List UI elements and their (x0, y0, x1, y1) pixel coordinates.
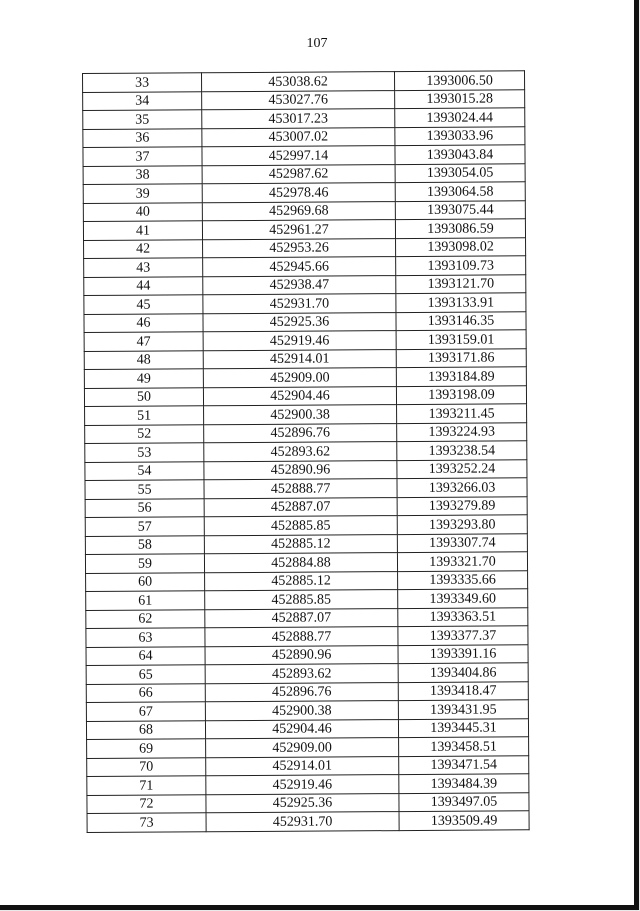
x-coordinate-cell: 452885.12 (204, 534, 397, 554)
x-coordinate-cell: 452887.07 (205, 608, 398, 628)
table-row (84, 367, 526, 388)
x-coordinate-cell: 452953.26 (203, 238, 396, 258)
table-row (84, 256, 526, 277)
x-coordinate-cell: 452896.76 (205, 682, 398, 702)
table-row (87, 737, 529, 758)
x-coordinate-cell: 452904.46 (203, 386, 396, 406)
x-coordinate-cell: 452925.36 (203, 312, 396, 332)
point-number-cell: 72 (87, 794, 206, 813)
table-row (86, 663, 528, 684)
y-coordinate-cell: 1393224.93 (397, 422, 527, 441)
y-coordinate-cell: 1393109.73 (396, 256, 526, 275)
y-coordinate-cell: 1393146.35 (396, 311, 526, 330)
point-number-cell: 54 (85, 461, 204, 480)
table-body (83, 71, 530, 832)
table-row (87, 774, 529, 795)
table-row (85, 533, 527, 554)
y-coordinate-cell: 1393024.44 (395, 108, 525, 127)
table-row (85, 496, 527, 517)
point-number-cell: 44 (84, 276, 203, 295)
table-row (83, 219, 525, 240)
x-coordinate-cell: 452931.70 (206, 812, 399, 832)
point-number-cell: 41 (83, 221, 202, 240)
y-coordinate-cell: 1393171.86 (396, 348, 526, 367)
x-coordinate-cell: 452919.46 (206, 775, 399, 795)
y-coordinate-cell: 1393509.49 (399, 811, 529, 830)
y-coordinate-cell: 1393086.59 (395, 219, 525, 238)
y-coordinate-cell: 1393043.84 (395, 145, 525, 164)
table-row (86, 644, 528, 665)
x-coordinate-cell: 452945.66 (203, 257, 396, 277)
point-number-cell: 36 (83, 128, 202, 147)
y-coordinate-cell: 1393307.74 (397, 533, 527, 552)
y-coordinate-cell: 1393121.70 (396, 274, 526, 293)
x-coordinate-cell: 452904.46 (205, 719, 398, 739)
x-coordinate-cell: 452914.01 (206, 756, 399, 776)
y-coordinate-cell: 1393238.54 (397, 441, 527, 460)
table-row (83, 145, 525, 166)
x-coordinate-cell: 452900.38 (204, 405, 397, 425)
table-row (84, 293, 526, 314)
point-number-cell: 49 (84, 369, 203, 388)
y-coordinate-cell: 1393159.01 (396, 330, 526, 349)
table-row (86, 570, 528, 591)
point-number-cell: 62 (86, 609, 205, 628)
point-number-cell: 48 (84, 350, 203, 369)
table-row (85, 552, 527, 573)
table-row (86, 626, 528, 647)
y-coordinate-cell: 1393252.24 (397, 459, 527, 478)
table-row (87, 792, 529, 813)
table-row (85, 422, 527, 443)
y-coordinate-cell: 1393293.80 (397, 515, 527, 534)
y-coordinate-cell: 1393349.60 (398, 589, 528, 608)
x-coordinate-cell: 452884.88 (204, 553, 397, 573)
x-coordinate-cell: 453038.62 (202, 72, 395, 92)
point-number-cell: 70 (87, 757, 206, 776)
point-number-cell: 53 (85, 443, 204, 462)
point-number-cell: 63 (86, 628, 205, 647)
table-row (84, 274, 526, 295)
table-row (83, 163, 525, 184)
y-coordinate-cell: 1393497.05 (399, 792, 529, 811)
x-coordinate-cell: 452893.62 (205, 664, 398, 684)
y-coordinate-cell: 1393484.39 (399, 774, 529, 793)
point-number-cell: 71 (87, 776, 206, 795)
point-number-cell: 60 (86, 572, 205, 591)
x-coordinate-cell: 452997.14 (202, 146, 395, 166)
x-coordinate-cell: 452938.47 (203, 275, 396, 295)
y-coordinate-cell: 1393321.70 (397, 552, 527, 571)
table-row (83, 126, 525, 147)
point-number-cell: 37 (83, 147, 202, 166)
x-coordinate-cell: 452909.00 (203, 368, 396, 388)
point-number-cell: 50 (84, 387, 203, 406)
y-coordinate-cell: 1393431.95 (398, 700, 528, 719)
y-coordinate-cell: 1393458.51 (399, 737, 529, 756)
table-row (83, 89, 525, 110)
table-row (86, 681, 528, 702)
x-coordinate-cell: 452925.36 (206, 793, 399, 813)
x-coordinate-cell: 452888.77 (204, 479, 397, 499)
table-row (86, 718, 528, 739)
x-coordinate-cell: 452969.68 (202, 201, 395, 221)
point-number-cell: 45 (84, 295, 203, 314)
x-coordinate-cell: 452885.85 (205, 590, 398, 610)
point-number-cell: 73 (87, 813, 206, 832)
x-coordinate-cell: 452919.46 (203, 331, 396, 351)
point-number-cell: 46 (84, 313, 203, 332)
table-row (83, 71, 525, 92)
point-number-cell: 59 (85, 554, 204, 573)
page-number: 107 (306, 36, 328, 51)
y-coordinate-cell: 1393133.91 (396, 293, 526, 312)
y-coordinate-cell: 1393184.89 (396, 367, 526, 386)
table-row (83, 200, 525, 221)
x-coordinate-cell: 452961.27 (202, 220, 395, 240)
y-coordinate-cell: 1393445.31 (398, 718, 528, 737)
point-number-cell: 66 (86, 683, 205, 702)
x-coordinate-cell: 452987.62 (202, 164, 395, 184)
point-number-cell: 39 (83, 184, 202, 203)
table-row (87, 811, 529, 832)
y-coordinate-cell: 1393054.05 (395, 163, 525, 182)
y-coordinate-cell: 1393098.02 (396, 237, 526, 256)
point-number-cell: 61 (86, 591, 205, 610)
table-row (84, 385, 526, 406)
table-row (85, 404, 527, 425)
y-coordinate-cell: 1393391.16 (398, 644, 528, 663)
table-row (85, 441, 527, 462)
table-row (84, 311, 526, 332)
y-coordinate-cell: 1393015.28 (395, 89, 525, 108)
point-number-cell: 68 (86, 720, 205, 739)
table-row (83, 182, 525, 203)
y-coordinate-cell: 1393404.86 (398, 663, 528, 682)
table-row (86, 700, 528, 721)
y-coordinate-cell: 1393006.50 (394, 71, 524, 90)
x-coordinate-cell: 452978.46 (202, 183, 395, 203)
y-coordinate-cell: 1393363.51 (398, 607, 528, 626)
point-number-cell: 40 (83, 202, 202, 221)
point-number-cell: 69 (87, 739, 206, 758)
coordinates-table (82, 70, 530, 832)
x-coordinate-cell: 452909.00 (206, 738, 399, 758)
point-number-cell: 56 (85, 498, 204, 517)
point-number-cell: 51 (85, 406, 204, 425)
y-coordinate-cell: 1393335.66 (398, 570, 528, 589)
x-coordinate-cell: 452900.38 (205, 701, 398, 721)
table-row (85, 478, 527, 499)
y-coordinate-cell: 1393211.45 (397, 404, 527, 423)
table-row (87, 755, 529, 776)
x-coordinate-cell: 453027.76 (202, 90, 395, 110)
y-coordinate-cell: 1393279.89 (397, 496, 527, 515)
x-coordinate-cell: 453007.02 (202, 127, 395, 147)
point-number-cell: 55 (85, 480, 204, 499)
x-coordinate-cell: 452890.96 (204, 460, 397, 480)
point-number-cell: 64 (86, 646, 205, 665)
point-number-cell: 52 (85, 424, 204, 443)
y-coordinate-cell: 1393471.54 (399, 755, 529, 774)
point-number-cell: 38 (83, 165, 202, 184)
y-coordinate-cell: 1393266.03 (397, 478, 527, 497)
point-number-cell: 35 (83, 110, 202, 129)
y-coordinate-cell: 1393064.58 (395, 182, 525, 201)
table-row (86, 589, 528, 610)
table-row (84, 330, 526, 351)
point-number-cell: 65 (86, 665, 205, 684)
point-number-cell: 33 (83, 73, 202, 92)
x-coordinate-cell: 453017.23 (202, 109, 395, 129)
point-number-cell: 34 (83, 91, 202, 110)
point-number-cell: 57 (85, 517, 204, 536)
y-coordinate-cell: 1393418.47 (398, 681, 528, 700)
x-coordinate-cell: 452885.12 (205, 571, 398, 591)
x-coordinate-cell: 452885.85 (204, 516, 397, 536)
table-row (84, 237, 526, 258)
x-coordinate-cell: 452893.62 (204, 442, 397, 462)
table-row (86, 607, 528, 628)
y-coordinate-cell: 1393377.37 (398, 626, 528, 645)
table-row (83, 108, 525, 129)
point-number-cell: 47 (84, 332, 203, 351)
x-coordinate-cell: 452888.77 (205, 627, 398, 647)
y-coordinate-cell: 1393198.09 (396, 385, 526, 404)
point-number-cell: 67 (86, 702, 205, 721)
point-number-cell: 58 (85, 535, 204, 554)
point-number-cell: 43 (84, 258, 203, 277)
x-coordinate-cell: 452896.76 (204, 423, 397, 443)
x-coordinate-cell: 452887.07 (204, 497, 397, 517)
x-coordinate-cell: 452914.01 (203, 349, 396, 369)
x-coordinate-cell: 452931.70 (203, 294, 396, 314)
table-row (85, 515, 527, 536)
table-row (84, 348, 526, 369)
point-number-cell: 42 (84, 239, 203, 258)
y-coordinate-cell: 1393075.44 (395, 200, 525, 219)
table-row (85, 459, 527, 480)
y-coordinate-cell: 1393033.96 (395, 126, 525, 145)
x-coordinate-cell: 452890.96 (205, 645, 398, 665)
